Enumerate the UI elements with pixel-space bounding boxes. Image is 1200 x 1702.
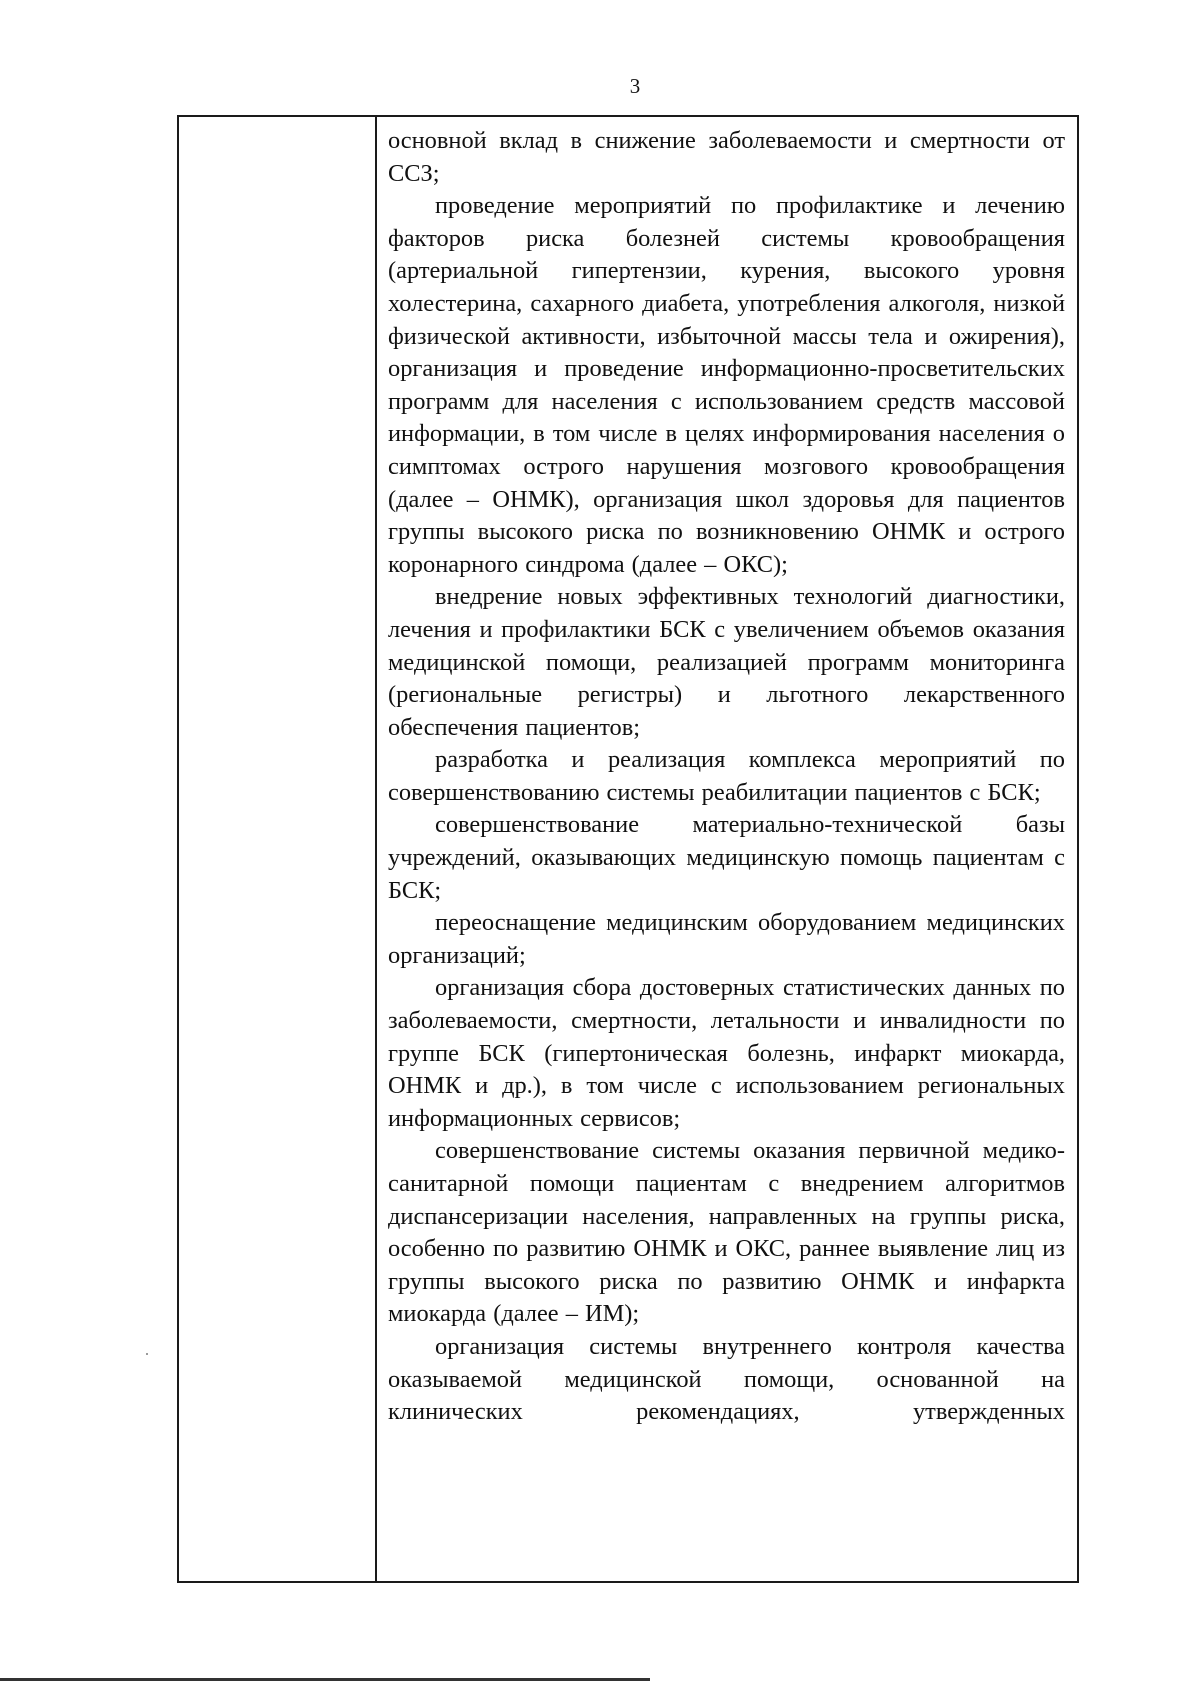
paragraph-equipment: переоснащение медицинским оборудованием медицинских организаций; bbox=[388, 909, 1065, 969]
paragraph-rehabilitation: разработка и реализация комплекса мероприятий по совершенствованию системы реабилитации пациентов с БСК; bbox=[388, 746, 1065, 806]
page-number: 3 bbox=[629, 74, 641, 98]
column-divider bbox=[375, 117, 377, 1581]
table-right-cell bbox=[388, 125, 1065, 1429]
document-table bbox=[177, 115, 1079, 1583]
paragraph-new-technologies: внедрение новых эффективных технологий диагностики, лечения и профилактики БСК с увеличением объемов оказания медицинской помощи, реализацией программ мониторинга (региональные регистры) и льготного лекарственного обеспечения пациентов; bbox=[388, 583, 1065, 741]
scan-artifact-line bbox=[0, 1678, 650, 1681]
table-left-cell bbox=[179, 117, 375, 1581]
paragraph-risk-factors: проведение мероприятий по профилактике и лечению факторов риска болезней системы кровообращения (артериальной гипертензии, курения, высокого уровня холестерина, сахарного диабета, употребления алкоголя, низкой физической активности, избыточной массы тела и ожирения), организация и проведение информационно-просветительских программ для населения с использованием средств массовой информации, в том числе в целях информирования населения о симптомах острого нарушения мозгового кровообращения (далее – ОНМК), организация школ здоровья для пациентов группы высокого риска по возникновению ОНМК и острого коронарного синдрома (далее – ОКС); bbox=[388, 192, 1065, 578]
paragraph-primary-care: совершенствование системы оказания первичной медико-санитарной помощи пациентам с внедрением алгоритмов диспансеризации населения, направленных на группы риска, особенно по развитию ОНМК и ОКС, раннее выявление лиц из группы высокого риска по развитию ОНМК и инфаркта миокарда (далее – ИМ); bbox=[388, 1137, 1065, 1328]
scan-artifact-dot bbox=[146, 1353, 148, 1355]
paragraph-material-base: совершенствование материально-технической базы учреждений, оказывающих медицинскую помощь пациентам с БСК; bbox=[388, 811, 1065, 904]
paragraph-continuation: основной вклад в снижение заболеваемости и смертности от ССЗ; bbox=[388, 127, 1065, 187]
paragraph-quality-control: организация системы внутреннего контроля качества оказываемой медицинской помощи, основанной на клинических рекомендациях, утвержденных bbox=[388, 1332, 1065, 1426]
paragraph-statistics: организация сбора достоверных статистических данных по заболеваемости, смертности, летальности и инвалидности по группе БСК (гипертоническая болезнь, инфаркт миокарда, ОНМК и др.), в том числе с использованием региональных информационных сервисов; bbox=[388, 974, 1065, 1132]
